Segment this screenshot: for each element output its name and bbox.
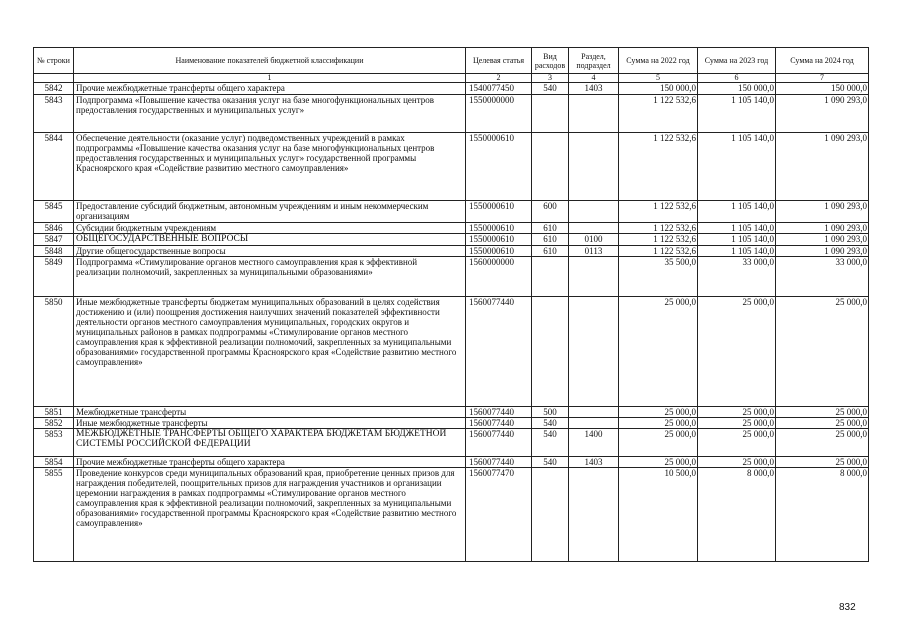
- expense-kind: 500: [532, 406, 569, 417]
- sum-2023: 33 000,0: [698, 256, 776, 296]
- sum-2022: 1 122 532,6: [619, 234, 698, 246]
- section-code: [569, 296, 619, 406]
- sum-2023: 1 105 140,0: [698, 234, 776, 246]
- sum-2024: 150 000,0: [776, 83, 869, 95]
- row-number: 5845: [34, 201, 74, 223]
- sum-2023: 1 105 140,0: [698, 95, 776, 133]
- column-number: 3: [532, 74, 569, 83]
- sum-2022: 35 500,0: [619, 256, 698, 296]
- header-sum-2022: Сумма на 2022 год: [619, 48, 698, 74]
- table-row: [34, 223, 869, 234]
- expense-kind: 540: [532, 417, 569, 428]
- table-row: [34, 245, 869, 256]
- table-row: [34, 133, 869, 201]
- indicator-name: Другие общегосударственные вопросы: [74, 245, 466, 256]
- target-article: 1560077440: [466, 428, 532, 456]
- section-code: 1403: [569, 83, 619, 95]
- row-number: 5850: [34, 296, 74, 406]
- sum-2024: 25 000,0: [776, 417, 869, 428]
- table-row: [34, 406, 869, 417]
- target-article: 1550000610: [466, 133, 532, 201]
- expense-kind: 540: [532, 456, 569, 467]
- indicator-name: МЕЖБЮДЖЕТНЫЕ ТРАНСФЕРТЫ ОБЩЕГО ХАРАКТЕРА БЮДЖЕТАМ БЮДЖЕТНОЙ СИСТЕМЫ РОССИЙСКОЙ ФЕДЕРАЦИИ: [74, 428, 466, 456]
- table-header-row: [34, 48, 869, 74]
- table-row: [34, 234, 869, 246]
- row-number: 5846: [34, 223, 74, 234]
- target-article: 1560077470: [466, 467, 532, 561]
- column-number: [34, 74, 74, 83]
- header-indicator-name: Наименование показателей бюджетной классификации: [74, 48, 466, 74]
- sum-2023: 25 000,0: [698, 406, 776, 417]
- sum-2022: 25 000,0: [619, 406, 698, 417]
- target-article: 1560077440: [466, 417, 532, 428]
- sum-2022: 25 000,0: [619, 428, 698, 456]
- expense-kind: 540: [532, 83, 569, 95]
- target-article: 1560077440: [466, 296, 532, 406]
- section-code: [569, 417, 619, 428]
- sum-2024: 1 090 293,0: [776, 95, 869, 133]
- sum-2023: 1 105 140,0: [698, 201, 776, 223]
- row-number: 5852: [34, 417, 74, 428]
- column-number: 4: [569, 74, 619, 83]
- expense-kind: [532, 256, 569, 296]
- indicator-name: Субсидии бюджетным учреждениям: [74, 223, 466, 234]
- section-code: [569, 406, 619, 417]
- sum-2023: 25 000,0: [698, 417, 776, 428]
- sum-2023: 150 000,0: [698, 83, 776, 95]
- expense-kind: [532, 133, 569, 201]
- row-number: 5853: [34, 428, 74, 456]
- sum-2022: 25 000,0: [619, 456, 698, 467]
- section-code: 1403: [569, 456, 619, 467]
- target-article: 1560000000: [466, 256, 532, 296]
- section-code: 0113: [569, 245, 619, 256]
- table-row: [34, 456, 869, 467]
- expense-kind: [532, 467, 569, 561]
- table-row: [34, 201, 869, 223]
- row-number: 5843: [34, 95, 74, 133]
- budget-table: [33, 47, 869, 562]
- target-article: 1560077440: [466, 406, 532, 417]
- sum-2024: 25 000,0: [776, 456, 869, 467]
- sum-2023: 1 105 140,0: [698, 223, 776, 234]
- sum-2023: 25 000,0: [698, 428, 776, 456]
- sum-2022: 150 000,0: [619, 83, 698, 95]
- expense-kind: [532, 95, 569, 133]
- header-sum-2023: Сумма на 2023 год: [698, 48, 776, 74]
- column-number: 7: [776, 74, 869, 83]
- expense-kind: 610: [532, 245, 569, 256]
- indicator-name: Иные межбюджетные трансферты бюджетам муниципальных образований в целях содействия достижению и (или) поощрения достижения наилучших значений показателей эффективности деятельности органов местного самоуправления муниципальных, городских округов и муниципальных районов в рамках подпрограммы «Стимулирование органов местного самоуправления края к эффективной реализации полномочий, закрепленных за муниципальными образованиями» государственной программы Красноярского края «Содействие развитию местного самоуправления»: [74, 296, 466, 406]
- target-article: 1550000610: [466, 223, 532, 234]
- indicator-name: Подпрограмма «Стимулирование органов местного самоуправления края к эффективной реализации полномочий, закрепленных за муниципальными образованиями»: [74, 256, 466, 296]
- row-number: 5851: [34, 406, 74, 417]
- target-article: 1560077440: [466, 456, 532, 467]
- sum-2024: 33 000,0: [776, 256, 869, 296]
- indicator-name: Прочие межбюджетные трансферты общего характера: [74, 83, 466, 95]
- column-number: 5: [619, 74, 698, 83]
- expense-kind: 610: [532, 223, 569, 234]
- table-row: [34, 417, 869, 428]
- expense-kind: 610: [532, 234, 569, 246]
- sum-2023: 1 105 140,0: [698, 133, 776, 201]
- sum-2024: 1 090 293,0: [776, 133, 869, 201]
- page-number: 832: [839, 602, 856, 613]
- row-number: 5847: [34, 234, 74, 246]
- indicator-name: Предоставление субсидий бюджетным, автономным учреждениям и иным некоммерческим организациям: [74, 201, 466, 223]
- indicator-name: Подпрограмма «Повышение качества оказания услуг на базе многофункциональных центров предоставления государственных и муниципальных услуг»: [74, 95, 466, 133]
- sum-2022: 1 122 532,6: [619, 245, 698, 256]
- header-expense-kind: Вид расходов: [532, 48, 569, 74]
- sum-2022: 1 122 532,6: [619, 223, 698, 234]
- table-row: [34, 296, 869, 406]
- header-target-article: Целевая статья: [466, 48, 532, 74]
- sum-2024: 25 000,0: [776, 406, 869, 417]
- indicator-name: ОБЩЕГОСУДАРСТВЕННЫЕ ВОПРОСЫ: [74, 234, 466, 246]
- section-code: [569, 223, 619, 234]
- column-number: 1: [74, 74, 466, 83]
- column-number: 2: [466, 74, 532, 83]
- sum-2023: 8 000,0: [698, 467, 776, 561]
- sum-2022: 25 000,0: [619, 417, 698, 428]
- sum-2022: 10 500,0: [619, 467, 698, 561]
- sum-2022: 1 122 532,6: [619, 133, 698, 201]
- indicator-name: Прочие межбюджетные трансферты общего характера: [74, 456, 466, 467]
- table-row: [34, 467, 869, 561]
- sum-2024: 1 090 293,0: [776, 201, 869, 223]
- column-number: 6: [698, 74, 776, 83]
- table-row: [34, 83, 869, 95]
- sum-2023: 1 105 140,0: [698, 245, 776, 256]
- sum-2022: 1 122 532,6: [619, 95, 698, 133]
- indicator-name: Обеспечение деятельности (оказание услуг) подведомственных учреждений в рамках подпрограммы «Повышение качества оказания услуг на базе многофункциональных центров предоставления государственных и муниципальных услуг» государственной программы Красноярского края «Содействие развитию местного самоуправления»: [74, 133, 466, 201]
- table-row: [34, 95, 869, 133]
- sum-2024: 25 000,0: [776, 428, 869, 456]
- row-number: 5855: [34, 467, 74, 561]
- row-number: 5849: [34, 256, 74, 296]
- row-number: 5842: [34, 83, 74, 95]
- sum-2024: 1 090 293,0: [776, 234, 869, 246]
- header-row-number: № строки: [34, 48, 74, 74]
- sum-2022: 1 122 532,6: [619, 201, 698, 223]
- section-code: [569, 467, 619, 561]
- expense-kind: [532, 296, 569, 406]
- section-code: [569, 256, 619, 296]
- section-code: 0100: [569, 234, 619, 246]
- table-row: [34, 256, 869, 296]
- section-code: [569, 95, 619, 133]
- target-article: 1550000610: [466, 245, 532, 256]
- target-article: 1550000610: [466, 201, 532, 223]
- column-numbers-row: [34, 74, 869, 83]
- sum-2024: 1 090 293,0: [776, 245, 869, 256]
- indicator-name: Проведение конкурсов среди муниципальных образований края, приобретение ценных призов для награждения победителей, поощрительных призов для награждения участников и организации церемонии награждения в рамках подпрограммы «Стимулирование органов местного самоуправления края к эффективной реализации полномочий, закрепленных за муниципальными образованиями» государственной программы Красноярского края «Содействие развитию местного самоуправления»: [74, 467, 466, 561]
- sum-2024: 8 000,0: [776, 467, 869, 561]
- target-article: 1550000000: [466, 95, 532, 133]
- row-number: 5844: [34, 133, 74, 201]
- sum-2022: 25 000,0: [619, 296, 698, 406]
- sum-2024: 1 090 293,0: [776, 223, 869, 234]
- budget-table-sheet: [33, 47, 869, 562]
- sum-2024: 25 000,0: [776, 296, 869, 406]
- row-number: 5848: [34, 245, 74, 256]
- expense-kind: 540: [532, 428, 569, 456]
- indicator-name: Межбюджетные трансферты: [74, 406, 466, 417]
- header-sum-2024: Сумма на 2024 год: [776, 48, 869, 74]
- table-row: [34, 428, 869, 456]
- sum-2023: 25 000,0: [698, 456, 776, 467]
- row-number: 5854: [34, 456, 74, 467]
- target-article: 1540077450: [466, 83, 532, 95]
- section-code: [569, 133, 619, 201]
- indicator-name: Иные межбюджетные трансферты: [74, 417, 466, 428]
- expense-kind: 600: [532, 201, 569, 223]
- section-code: 1400: [569, 428, 619, 456]
- section-code: [569, 201, 619, 223]
- target-article: 1550000610: [466, 234, 532, 246]
- sum-2023: 25 000,0: [698, 296, 776, 406]
- header-section: Раздел, подраздел: [569, 48, 619, 74]
